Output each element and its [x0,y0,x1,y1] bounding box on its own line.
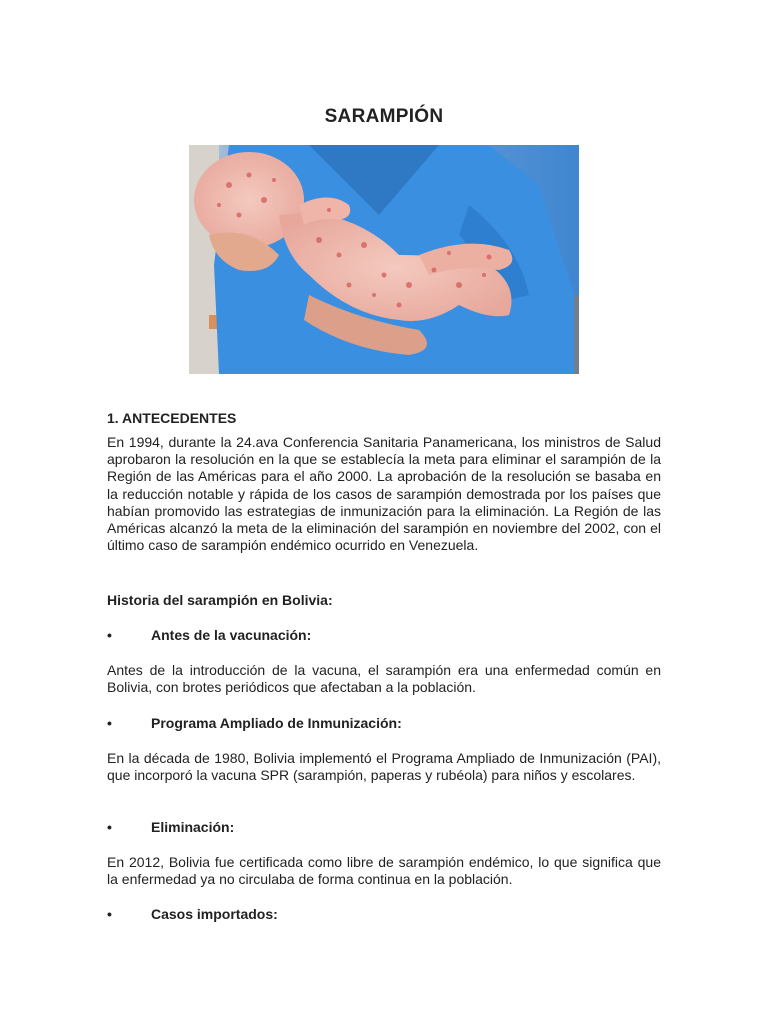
list-item [107,715,661,731]
section-paragraph: En 1994, durante la 24.ava Conferencia Sanitaria Panamericana, los ministros de Salud aprobaron la resolución en la que se establecía la meta para eliminar el sarampión de la Región de las Américas para el año 2000. La aprobación de la resolución se basaba en la reducción notable y rápida de los casos de sarampión demostrada por los países que habían promovido las estrategias de inmunización para la eliminación. La Región de las Américas alcanzó la meta de la eliminación del sarampión en noviembre del 2002, con el último caso de sarampión endémico ocurrido en Venezuela. [107,434,661,554]
bullet-icon: • [107,906,112,922]
infant-measles-photo [189,145,579,374]
bullet-icon: • [107,715,112,731]
list-item-label: Programa Ampliado de Inmunización: [151,715,402,731]
section-heading: 1. ANTECEDENTES [107,410,237,426]
list-item-text: En la década de 1980, Bolivia implementó el Programa Ampliado de Inmunización (PAI), que incorporó la vacuna SPR (sarampión, paperas y rubéola) para niños y escolares. [107,750,661,784]
list-item-label: Antes de la vacunación: [151,627,312,643]
list-item-label: Eliminación: [151,819,235,835]
list-item [107,906,661,922]
infant-photo-icon [189,145,579,374]
list-item [107,627,661,643]
list-item-label: Casos importados: [151,906,278,922]
bullet-icon: • [107,627,112,643]
list-item [107,819,661,835]
page-title: SARAMPIÓN [324,106,444,127]
bullet-icon: • [107,819,112,835]
history-heading: Historia del sarampión en Bolivia: [107,592,333,608]
list-item-text: En 2012, Bolivia fue certificada como libre de sarampión endémico, lo que significa que la enfermedad ya no circulaba de forma continua en la población. [107,854,661,888]
list-item-text: Antes de la introducción de la vacuna, el sarampión era una enfermedad común en Bolivia, con brotes periódicos que afectaban a la población. [107,662,661,696]
